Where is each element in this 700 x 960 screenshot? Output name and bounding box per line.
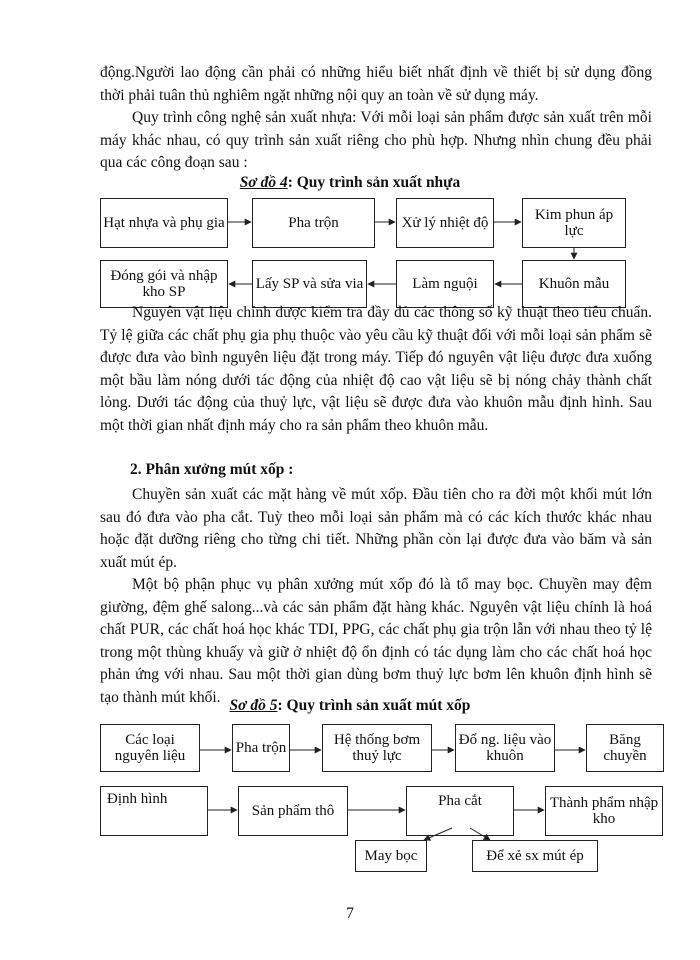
diagram5-label: Sơ đồ 5 xyxy=(229,697,278,714)
d4-box-mold: Khuôn mẫu xyxy=(522,260,626,308)
diagram4-label: Sơ đồ 4 xyxy=(239,174,288,191)
d5-box-rough-product: Sản phẩm thô xyxy=(238,786,348,836)
d5-box-sewing: May bọc xyxy=(355,840,427,872)
d5-box-cutting: Pha cắt xyxy=(406,786,514,836)
d5-arrow-8 xyxy=(424,828,452,840)
section-heading-foam: 2. Phân xưởng mút xốp : xyxy=(130,461,294,478)
d5-box-finished-goods: Thành phẩm nhập kho xyxy=(545,786,663,836)
d4-box-mixing: Pha trộn xyxy=(252,198,375,248)
d4-box-raw-material: Hạt nhựa và phụ gia xyxy=(100,198,228,248)
d4-box-heat: Xử lý nhiệt độ xyxy=(396,198,494,248)
d5-box-raw-materials: Các loại nguyên liệu xyxy=(100,724,200,772)
d5-arrow-9 xyxy=(470,828,490,840)
d5-box-conveyor: Băng chuyền xyxy=(586,724,664,772)
d5-box-shaping: Định hình xyxy=(100,786,208,836)
d5-box-pour: Đổ ng. liệu vào khuôn xyxy=(455,724,555,772)
page-number: 7 xyxy=(346,905,354,922)
d4-box-injection: Kim phun áp lực xyxy=(522,198,626,248)
paragraph-plastic-process: Nguyên vật liệu chính được kiểm tra đầy đủ các thông số kỹ thuật theo tiêu chuẩn. Tỷ lệ giữa các chất phụ gia phụ thuộc vào yêu cầu kỹ thuật đối với mỗi loại sản phẩm sẽ được đưa vào bình nguyên liệu đặt trong máy. Tiếp đó nguyên vật liệu được đưa xuống một bầu làm nóng dưới tác động của nhiệt độ cao vật liệu sẽ bị nóng chảy thành chất lỏng. Dưới tác động của thuỷ lực, vật liệu sẽ được đưa vào khuôn mẫu định hình. Sau một thời gian nhất định máy cho ra sản phẩm theo khuôn mẫu. xyxy=(100,304,652,434)
d5-box-mixing: Pha trộn xyxy=(232,724,290,772)
paragraph-process-intro: Quy trình công nghệ sản xuất nhựa: Với mỗi loại sản phẩm được sản xuất trên mỗi máy khác nhau, có quy trình sản xuất riêng cho phù hợp. Nhưng nhìn chung đều phải qua các công đoạn sau : xyxy=(100,109,652,171)
diagram4-title: : Quy trình sản xuất nhựa xyxy=(287,174,461,191)
d4-box-packing: Đóng gói và nhập kho SP xyxy=(100,260,228,308)
paragraph-intro: động.Người lao động cần phải có những hiểu biết nhất định về thiết bị sử dụng đồng thời phải tuân thủ nghiêm ngặt những nội quy an toàn về sử dụng máy. xyxy=(100,64,652,104)
paragraph-sewing: Một bộ phận phục vụ phân xưởng mút xốp đó là tổ may bọc. Chuyền may đệm giường, đệm ghế salong...và các sản phẩm đặt hàng khác. Nguyên vật liệu chính là hoá chất PUR, các chất hoá học khác TDI, PPG, các chất phụ gia trộn lẫn với nhau theo tỷ lệ trong một thùng khuấy và giữ ở nhiệt độ ổn định có tác dụng làm cho các chất hoá học phản ứng với nhau. Sau một thời gian dùng bơm thuỷ lực bơm lên khuôn định hình sẽ tạo thành mút khối. xyxy=(100,576,652,706)
d4-box-cooling: Làm nguội xyxy=(396,260,494,308)
diagram5-title: : Quy trình sản xuất mút xốp xyxy=(277,697,471,714)
d5-box-pressed-foam: Để xẻ sx mút ép xyxy=(472,840,598,872)
d4-box-trim: Lấy SP và sửa via xyxy=(252,260,367,308)
d5-box-pump: Hệ thống bơm thuỷ lực xyxy=(322,724,432,772)
paragraph-foam-line: Chuyền sản xuất các mặt hàng về mút xốp. Đầu tiên cho ra đời một khối mút lớn sau đó đưa vào pha cắt. Tuỳ theo mỗi loại sản phẩm mà có các kích thước khác nhau hoặc đặt dưỡng riêng cho từng chi tiết. Những phần còn lại được đưa vào băm và sản xuất mút ép. xyxy=(100,486,652,571)
